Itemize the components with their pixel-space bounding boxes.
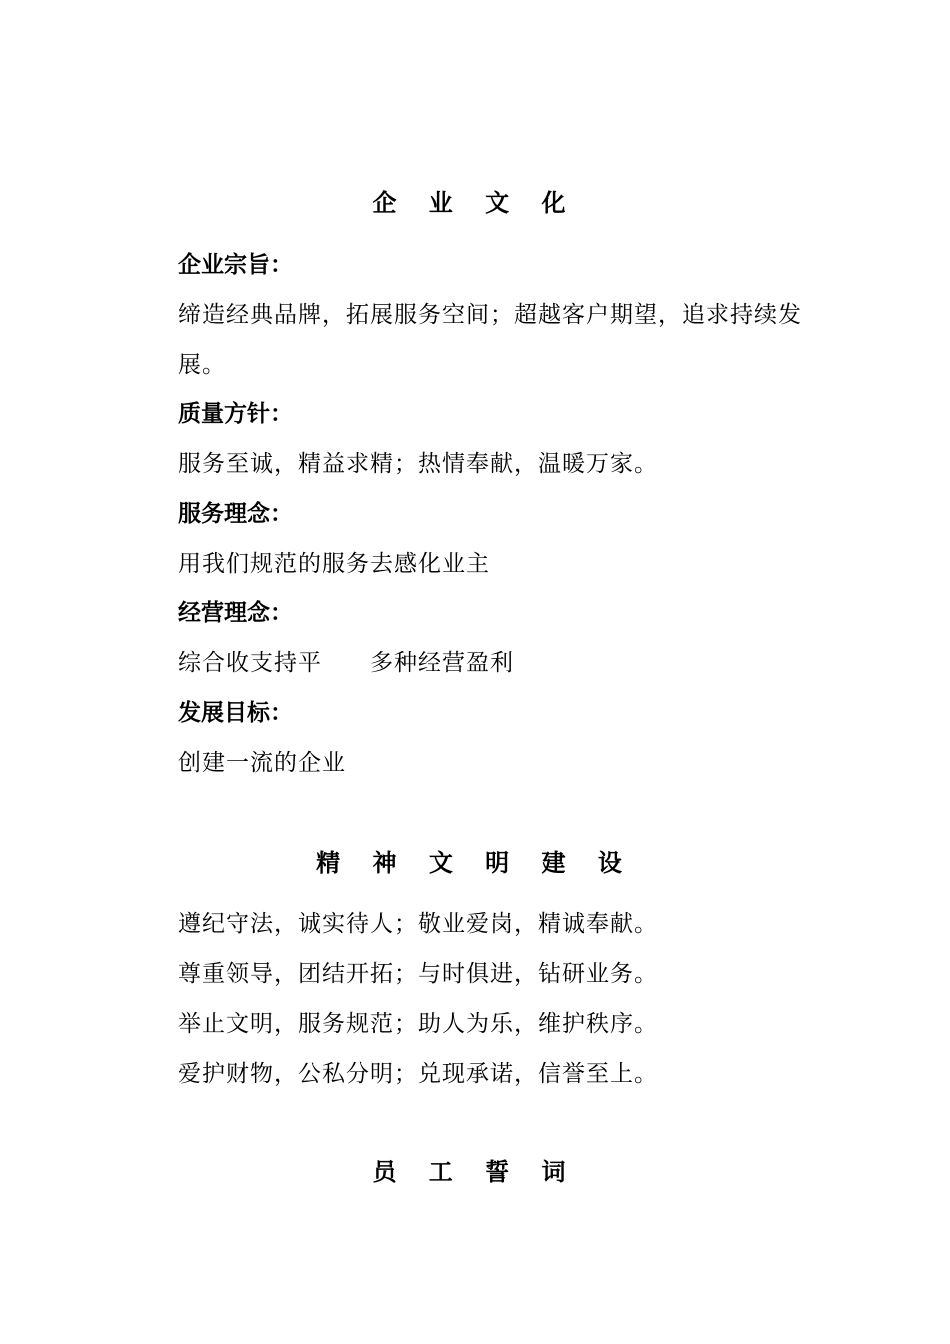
heading-service-concept: 服务理念： xyxy=(178,501,293,527)
civilization-line: 尊重领导，团结开拓；与时俱进，钻研业务。 xyxy=(178,961,658,987)
text-business-concept: 综合收支持平 多种经营盈利 xyxy=(178,650,514,676)
text-enterprise-purpose: 缔造经典品牌，拓展服务空间；超越客户期望，追求持续发展。 xyxy=(178,302,802,378)
text-quality-policy: 服务至诚，精益求精；热情奉献，温暖万家。 xyxy=(178,451,658,477)
civilization-line: 举止文明，服务规范；助人为乐，维护秩序。 xyxy=(178,1011,658,1037)
section-title-corporate-culture: 企 业 文 化 xyxy=(372,189,578,217)
text-service-concept: 用我们规范的服务去感化业主 xyxy=(178,551,490,577)
heading-enterprise-purpose: 企业宗旨： xyxy=(178,252,293,278)
section-title-spiritual-civilization: 精 神 文 明 建 设 xyxy=(316,849,634,877)
civilization-line: 遵纪守法，诚实待人；敬业爱岗，精诚奉献。 xyxy=(178,911,658,937)
heading-development-goal: 发展目标： xyxy=(178,700,293,726)
heading-quality-policy: 质量方针： xyxy=(178,401,293,427)
section-title-employee-oath: 员 工 誓 词 xyxy=(372,1158,578,1186)
civilization-line: 爱护财物，公私分明；兑现承诺，信誉至上。 xyxy=(178,1061,658,1087)
text-development-goal: 创建一流的企业 xyxy=(178,750,346,776)
heading-business-concept: 经营理念： xyxy=(178,600,293,626)
